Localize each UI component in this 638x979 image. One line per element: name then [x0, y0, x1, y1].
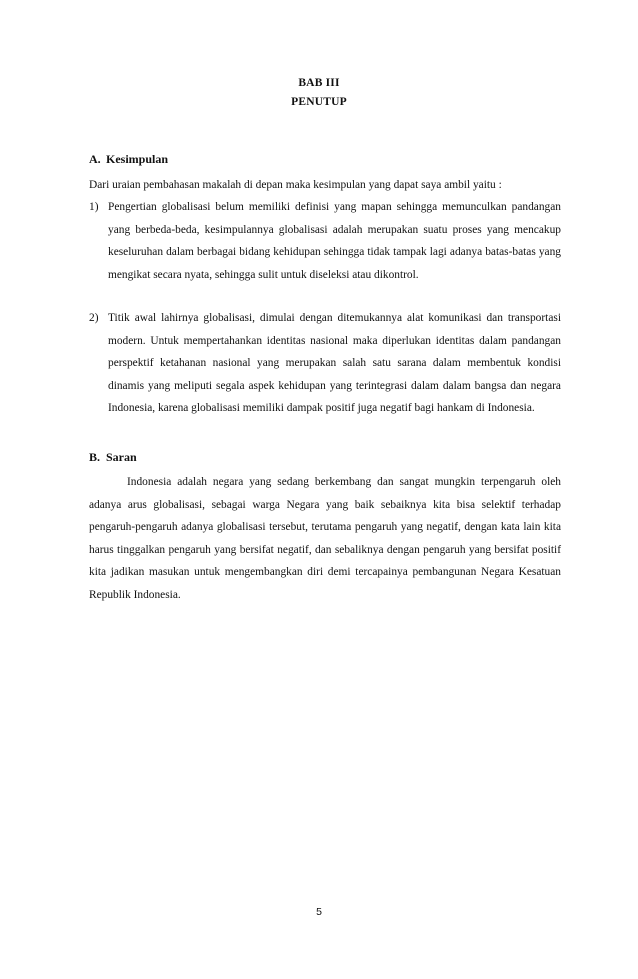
section-b-heading: [89, 450, 137, 465]
section-b-label: B.: [89, 450, 101, 464]
list-item: [89, 196, 561, 286]
list-item: [89, 307, 561, 420]
list-item-number: 1): [89, 201, 99, 213]
section-a-intro: Dari uraian pembahasan makalah di depan maka kesimpulan yang dapat saya ambil yaitu :: [89, 179, 502, 191]
section-a-heading: [89, 152, 168, 167]
list-item-number: 2): [89, 312, 99, 324]
section-a-label: A.: [89, 152, 101, 166]
section-a-title: Kesimpulan: [106, 152, 169, 166]
chapter-title: BAB III: [298, 77, 340, 89]
list-item-text: Pengertian globalisasi belum memiliki definisi yang mapan sehingga memunculkan pandangan yang berbeda-beda, kesimpulannya globalisasi adalah merupakan suatu proses yang mencakup keseluruhan dalam berbagai bidang kehidupan sehingga tidak tampak lagi adanya batas-batas yang mengikat secara nyata, sehingga sulit untuk diseleksi atau dikontrol.: [108, 201, 561, 281]
list-item-text: Titik awal lahirnya globalisasi, dimulai dengan ditemukannya alat komunikasi dan transportasi modern. Untuk mempertahankan identitas nasional maka diperlukan identitas dalam pandangan perspektif ketahanan nasional yang merupakan salah satu sarana dalam membentuk kondisi dinamis yang meliputi segala aspek kehidupan yang terintegrasi dalam dalam bangsa dan negara Indonesia, karena globalisasi memiliki dampak positif juga negatif bagi hankam di Indonesia.: [108, 312, 561, 415]
section-b-paragraph: Indonesia adalah negara yang sedang berkembang dan sangat mungkin terpengaruh oleh adanya arus globalisasi, sebagai warga Negara yang baik sebaiknya kita bisa selektif terhadap pengaruh-pengaruh adanya globalisasi tersebut, terutama pengaruh yang negatif, dengan kata lain kita harus tinggalkan pengaruh yang bersifat negatif, dan sebaliknya dengan pengaruh yang bersifat positif kita jadikan masukan untuk mengembangkan diri demi tercapainya pembangunan Negara Kesatuan Republik Indonesia.: [89, 476, 561, 601]
chapter-subtitle: PENUTUP: [291, 96, 347, 108]
section-b-title: Saran: [106, 450, 137, 464]
page-number: 5: [316, 906, 322, 918]
